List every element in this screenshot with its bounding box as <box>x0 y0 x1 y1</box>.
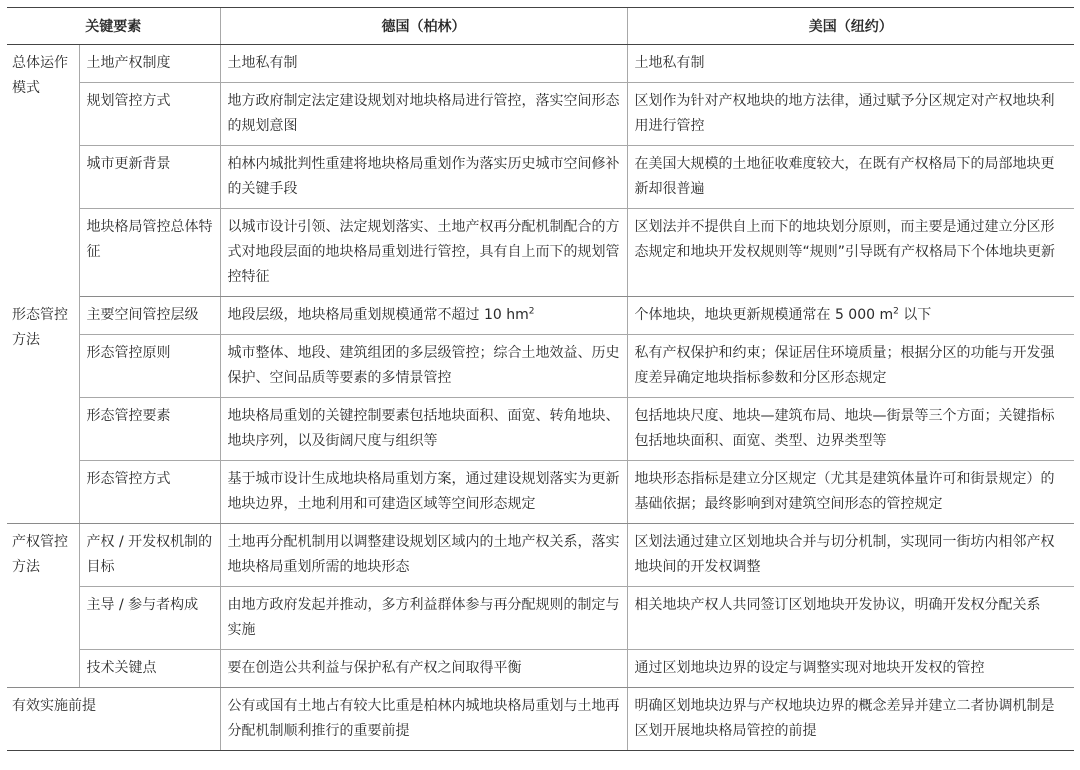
comparison-table-container <box>7 7 1074 751</box>
row-element: 形态管控原则 <box>79 335 220 398</box>
row-element: 土地产权制度 <box>79 45 220 83</box>
cell-usa: 土地私有制 <box>627 45 1074 83</box>
cell-usa-text: 个体地块，地块更新规模通常在 5 000 m <box>634 307 894 323</box>
group-label: 形态管控方法 <box>7 297 79 524</box>
cell-usa: 地块形态指标是建立分区规定（尤其是建筑体量许可和街景规定）的基础依据；最终影响到对建筑空间形态的管控规定 <box>627 461 1074 524</box>
table-row <box>7 650 1074 688</box>
cell-usa: 在美国大规模的土地征收难度较大，在既有产权格局下的局部地块更新却很普遍 <box>627 146 1074 209</box>
row-element: 规划管控方式 <box>79 83 220 146</box>
cell-usa: 区划作为针对产权地块的地方法律，通过赋予分区规定对产权地块利用进行管控 <box>627 83 1074 146</box>
cell-germany: 基于城市设计生成地块格局重划方案，通过建设规划落实为更新地块边界，土地利用和可建造区域等空间形态规定 <box>220 461 627 524</box>
cell-germany: 要在创造公共利益与保护私有产权之间取得平衡 <box>220 650 627 688</box>
cell-germany: 土地再分配机制用以调整建设规划区域内的土地产权关系，落实地块格局重划所需的地块形态 <box>220 524 627 587</box>
table-row <box>7 398 1074 461</box>
row-element: 形态管控方式 <box>79 461 220 524</box>
table-row <box>7 45 1074 83</box>
cell-usa-tail: 以下 <box>898 307 932 323</box>
table-row <box>7 83 1074 146</box>
cell-usa: 区划法通过建立区划地块合并与切分机制，实现同一街坊内相邻产权地块间的开发权调整 <box>627 524 1074 587</box>
cell-germany: 由地方政府发起并推动，多方利益群体参与再分配规则的制定与实施 <box>220 587 627 650</box>
table-row <box>7 587 1074 650</box>
row-element: 形态管控要素 <box>79 398 220 461</box>
cell-germany: 公有或国有土地占有较大比重是柏林内城地块格局重划与土地再分配机制顺利推行的重要前提 <box>220 688 627 751</box>
table-row <box>7 146 1074 209</box>
cell-germany: 以城市设计引领、法定规划落实、土地产权再分配机制配合的方式对地段层面的地块格局重划进行管控，具有自上而下的规划管控特征 <box>220 209 627 297</box>
table-header-row <box>7 8 1074 45</box>
superscript: 2 <box>893 306 899 317</box>
superscript: 2 <box>528 306 535 317</box>
table-row <box>7 297 1074 335</box>
cell-usa: 通过区划地块边界的设定与调整实现对地块开发权的管控 <box>627 650 1074 688</box>
header-usa: 美国（纽约） <box>627 8 1074 45</box>
header-germany: 德国（柏林） <box>220 8 627 45</box>
row-element: 产权 / 开发权机制的目标 <box>79 524 220 587</box>
row-element: 地块格局管控总体特征 <box>79 209 220 297</box>
cell-germany: 城市整体、地段、建筑组团的多层级管控；综合土地效益、历史保护、空间品质等要素的多情景管控 <box>220 335 627 398</box>
cell-usa: 相关地块产权人共同签订区划地块开发协议，明确开发权分配关系 <box>627 587 1074 650</box>
row-element: 城市更新背景 <box>79 146 220 209</box>
row-element: 主要空间管控层级 <box>79 297 220 335</box>
cell-germany: 柏林内城批判性重建将地块格局重划作为落实历史城市空间修补的关键手段 <box>220 146 627 209</box>
table-row <box>7 688 1074 751</box>
cell-usa: 包括地块尺度、地块—建筑布局、地块—街景等三个方面；关键指标包括地块面积、面宽、类型、边界类型等 <box>627 398 1074 461</box>
cell-germany: 土地私有制 <box>220 45 627 83</box>
table-row <box>7 335 1074 398</box>
row-element: 技术关键点 <box>79 650 220 688</box>
cell-usa: 明确区划地块边界与产权地块边界的概念差异并建立二者协调机制是区划开展地块格局管控的前提 <box>627 688 1074 751</box>
cell-germany <box>220 297 627 335</box>
cell-usa <box>627 297 1074 335</box>
table-row <box>7 524 1074 587</box>
cell-usa: 私有产权保护和约束；保证居住环境质量；根据分区的功能与开发强度差异确定地块指标参数和分区形态规定 <box>627 335 1074 398</box>
cell-germany: 地块格局重划的关键控制要素包括地块面积、面宽、转角地块、地块序列，以及街阔尺度与组织等 <box>220 398 627 461</box>
cell-usa: 区划法并不提供自上而下的地块划分原则，而主要是通过建立分区形态规定和地块开发权规则等“规则”引导既有产权格局下个体地块更新 <box>627 209 1074 297</box>
table-row <box>7 209 1074 297</box>
header-key-elements: 关键要素 <box>7 8 220 45</box>
cell-germany-text: 地段层级，地块格局重划规模通常不超过 10 hm <box>227 307 529 323</box>
group-label: 产权管控方法 <box>7 524 79 688</box>
comparison-table <box>7 7 1074 751</box>
group-label: 有效实施前提 <box>7 688 220 751</box>
row-element: 主导 / 参与者构成 <box>79 587 220 650</box>
table-row <box>7 461 1074 524</box>
group-label: 总体运作模式 <box>7 45 79 297</box>
cell-germany: 地方政府制定法定建设规划对地块格局进行管控，落实空间形态的规划意图 <box>220 83 627 146</box>
